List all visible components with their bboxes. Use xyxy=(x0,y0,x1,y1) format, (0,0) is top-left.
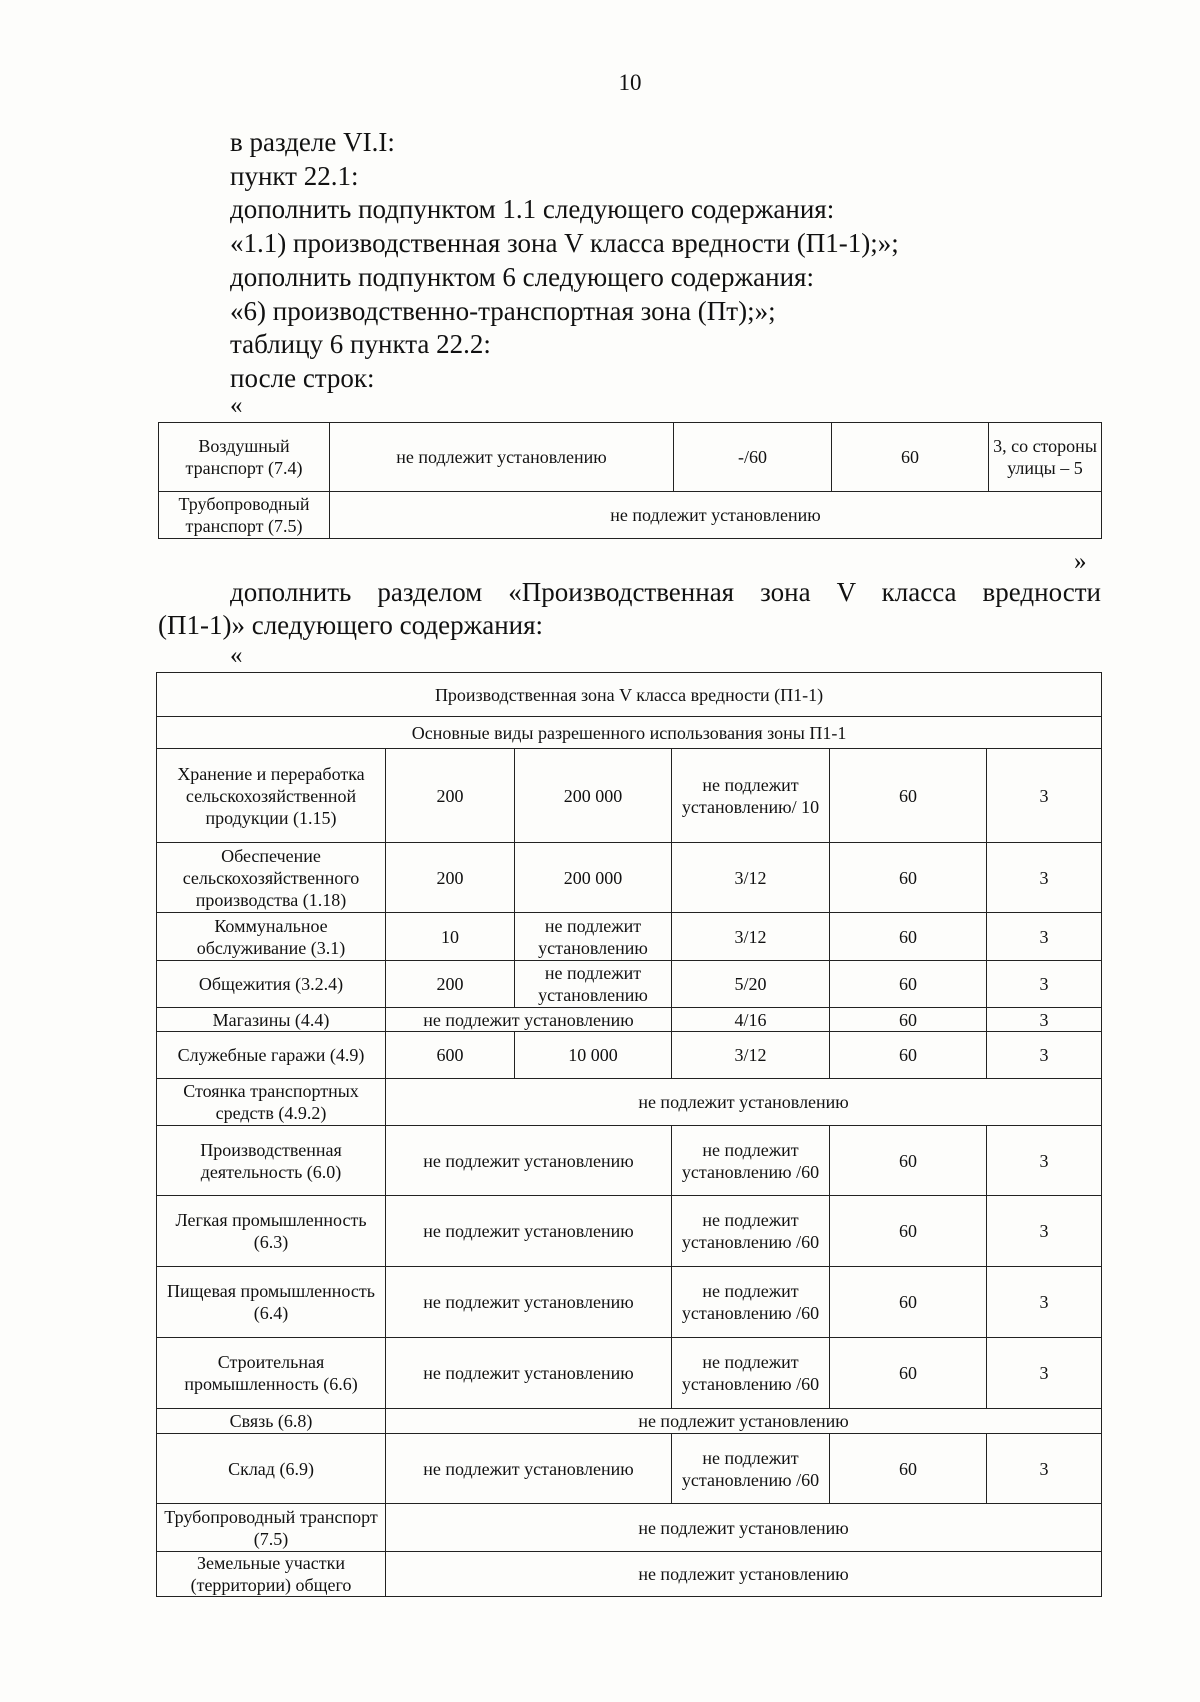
table-cell: не подлежит установлению xyxy=(386,1008,672,1032)
table-cell: не подлежит установлению xyxy=(386,1079,1102,1126)
intro-line: дополнить подпунктом 6 следующего содержания: xyxy=(230,261,814,292)
table-row xyxy=(157,749,1102,843)
table-cell: не подлежит установлению /60 xyxy=(672,1126,830,1196)
table-cell: 60 xyxy=(832,423,989,492)
table-cell: 200 000 xyxy=(515,843,672,913)
table-cell: не подлежит установлению /60 xyxy=(672,1338,830,1409)
table-cell: 5/20 xyxy=(672,961,830,1008)
intro-line: после строк: xyxy=(230,362,375,393)
table-cell: 3 xyxy=(987,1126,1102,1196)
table-cell: 3 xyxy=(987,749,1102,843)
table-cell: Производственная деятельность (6.0) xyxy=(157,1126,386,1196)
table-cell: 60 xyxy=(830,749,987,843)
quote-open-2: « xyxy=(230,642,243,669)
table-title-row xyxy=(157,673,1102,717)
table-cell: 60 xyxy=(830,1126,987,1196)
table-row xyxy=(159,423,1102,492)
intro-text xyxy=(230,126,899,396)
table-cell: 3 xyxy=(987,1008,1102,1032)
table-cell: 200 xyxy=(386,961,515,1008)
table-cell: 60 xyxy=(830,1032,987,1079)
table-cell: 3, со стороны улицы – 5 xyxy=(989,423,1102,492)
table-cell: не подлежит установлению xyxy=(386,1504,1102,1552)
table-cell: не подлежит установлению xyxy=(330,423,674,492)
table-cell: не подлежит установлению xyxy=(515,961,672,1008)
table-row xyxy=(159,492,1102,539)
table-row xyxy=(157,1552,1102,1597)
table-cell: 60 xyxy=(830,1434,987,1504)
table-cell: не подлежит установлению xyxy=(386,1267,672,1338)
table-row xyxy=(157,1434,1102,1504)
table-row xyxy=(157,961,1102,1008)
table-cell: Стоянка транспортных средств (4.9.2) xyxy=(157,1079,386,1126)
table-cell: не подлежит установлению xyxy=(386,1409,1102,1434)
table-row xyxy=(157,843,1102,913)
table-cell: 3 xyxy=(987,1434,1102,1504)
table-cell: 10 xyxy=(386,913,515,961)
intro-line: «6) производственно-транспортная зона (Пт);»; xyxy=(230,295,776,326)
table-subtitle: Основные виды разрешенного использования зоны П1-1 xyxy=(157,717,1102,749)
table-cell: -/60 xyxy=(674,423,832,492)
table-cell: 60 xyxy=(830,961,987,1008)
paragraph-line: дополнить разделом «Производственная зона V класса вредности xyxy=(230,577,1101,607)
table-cell: 60 xyxy=(830,1196,987,1267)
table-cell: не подлежит установлению /60 xyxy=(672,1434,830,1504)
table-row xyxy=(157,1504,1102,1552)
table-cell: не подлежит установлению/ 10 xyxy=(672,749,830,843)
table-row xyxy=(157,1126,1102,1196)
table-cell: Связь (6.8) xyxy=(157,1409,386,1434)
table-cell: 3/12 xyxy=(672,913,830,961)
table-cell: 3 xyxy=(987,913,1102,961)
table-cell: не подлежит установлению /60 xyxy=(672,1196,830,1267)
table-row xyxy=(157,1196,1102,1267)
table-cell: 3 xyxy=(987,1032,1102,1079)
table-cell: не подлежит установлению xyxy=(386,1338,672,1409)
table-cell: Склад (6.9) xyxy=(157,1434,386,1504)
table-cell: 3 xyxy=(987,1196,1102,1267)
table-cell: Хранение и переработка сельскохозяйственной продукции (1.15) xyxy=(157,749,386,843)
intro-line: в разделе VI.I: xyxy=(230,127,395,157)
table-cell: 200 000 xyxy=(515,749,672,843)
table-cell: Коммунальное обслуживание (3.1) xyxy=(157,913,386,961)
table-cell: 3 xyxy=(987,1267,1102,1338)
table-row xyxy=(157,1338,1102,1409)
table-cell: не подлежит установлению /60 xyxy=(672,1267,830,1338)
table-cell: Магазины (4.4) xyxy=(157,1008,386,1032)
table-row xyxy=(157,1008,1102,1032)
page-number: 10 xyxy=(618,70,642,95)
quote-close-1: » xyxy=(1074,548,1087,575)
table-cell: 3/12 xyxy=(672,843,830,913)
paragraph-line: (П1-1)» следующего содержания: xyxy=(158,610,544,640)
table-2 xyxy=(156,672,1102,1597)
table-cell: не подлежит установлению xyxy=(330,492,1102,539)
paragraph xyxy=(158,576,1101,642)
table-cell: 3/12 xyxy=(672,1032,830,1079)
table-cell: 60 xyxy=(830,843,987,913)
table-cell: не подлежит установлению xyxy=(386,1126,672,1196)
table-cell: 60 xyxy=(830,913,987,961)
table-cell: Строительная промышленность (6.6) xyxy=(157,1338,386,1409)
table-cell: не подлежит установлению xyxy=(515,913,672,961)
table-cell: не подлежит установлению xyxy=(386,1196,672,1267)
table-subtitle-row xyxy=(157,717,1102,749)
table-cell: Воздушный транспорт (7.4) xyxy=(159,423,330,492)
table-title: Производственная зона V класса вредности (П1-1) xyxy=(157,673,1102,717)
table-cell: Трубопроводный транспорт (7.5) xyxy=(159,492,330,539)
table-1 xyxy=(158,422,1102,539)
intro-line: таблицу 6 пункта 22.2: xyxy=(230,329,491,360)
table-cell: Земельные участки (территории) общего xyxy=(157,1552,386,1597)
table-cell: Легкая промышленность (6.3) xyxy=(157,1196,386,1267)
table-cell: 3 xyxy=(987,1338,1102,1409)
table-cell: 200 xyxy=(386,843,515,913)
table-cell: 60 xyxy=(830,1267,987,1338)
table-cell: Трубопроводный транспорт (7.5) xyxy=(157,1504,386,1552)
intro-line: дополнить подпунктом 1.1 следующего содержания: xyxy=(230,194,835,225)
table-cell: 4/16 xyxy=(672,1008,830,1032)
table-row xyxy=(157,1409,1102,1434)
table-cell: не подлежит установлению xyxy=(386,1552,1102,1597)
table-cell: 10 000 xyxy=(515,1032,672,1079)
table-cell: 600 xyxy=(386,1032,515,1079)
table-row xyxy=(157,913,1102,961)
intro-line: «1.1) производственная зона V класса вредности (П1-1);»; xyxy=(230,228,899,259)
table-cell: Общежития (3.2.4) xyxy=(157,961,386,1008)
table-cell: 60 xyxy=(830,1008,987,1032)
table-row xyxy=(157,1079,1102,1126)
table-row xyxy=(157,1032,1102,1079)
table-cell: Обеспечение сельскохозяйственного производства (1.18) xyxy=(157,843,386,913)
intro-line: пункт 22.1: xyxy=(230,160,359,191)
table-cell: 3 xyxy=(987,961,1102,1008)
table-cell: 60 xyxy=(830,1338,987,1409)
table-cell: 3 xyxy=(987,843,1102,913)
table-cell: не подлежит установлению xyxy=(386,1434,672,1504)
table-cell: 200 xyxy=(386,749,515,843)
table-cell: Служебные гаражи (4.9) xyxy=(157,1032,386,1079)
quote-open-1: « xyxy=(230,392,243,419)
table-row xyxy=(157,1267,1102,1338)
table-cell: Пищевая промышленность (6.4) xyxy=(157,1267,386,1338)
